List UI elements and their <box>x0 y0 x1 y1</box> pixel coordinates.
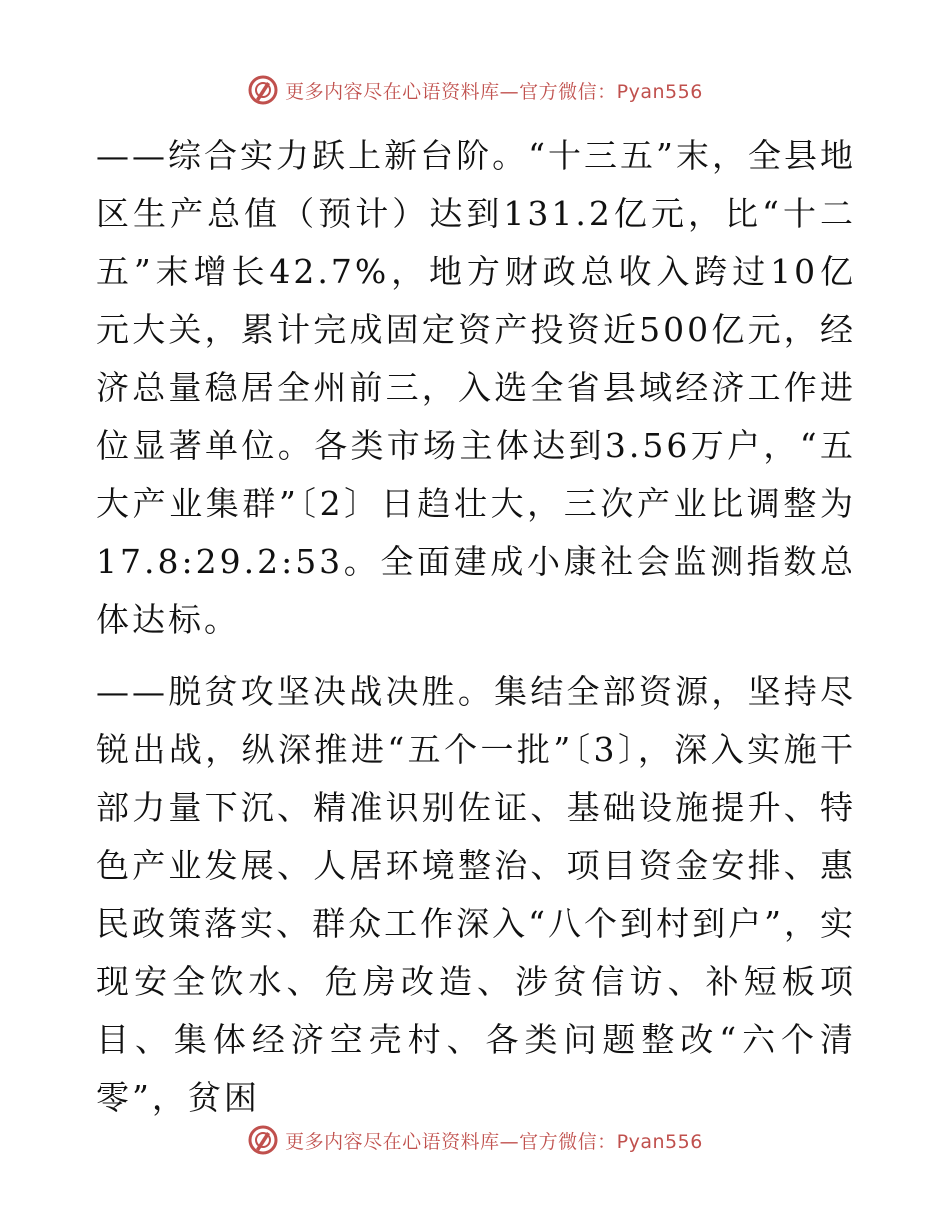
header-banner-text: 更多内容尽在心语资料库—官方微信：Pyan556 <box>285 80 703 103</box>
footer-banner <box>0 1120 950 1160</box>
footer-banner-text: 更多内容尽在心语资料库—官方微信：Pyan556 <box>285 1130 703 1153</box>
paragraph-economic-strength: ——综合实力跃上新台阶。“十三五”末，全县地区生产总值（预计）达到131.2亿元，比“十二五”末增长42.7%，地方财政总收入跨过10亿元大关，累计完成固定资产投资近500亿元，经济总量稳居全州前三，入选全省县域经济工作进位显著单位。各类市场主体达到3.56万户，“五大产业集群”〔2〕日趋壮大，三次产业比调整为17.8:29.2:53。全面建成小康社会监测指数总体达标。 <box>96 136 856 639</box>
paragraph-poverty-alleviation: ——脱贫攻坚决战决胜。集结全部资源，坚持尽锐出战，纵深推进“五个一批”〔3〕，深入实施干部力量下沉、精准识别佐证、基础设施提升、特色产业发展、人居环境整治、项目资金安排、惠民政策落实、群众工作深入“八个到村到户”，实现安全饮水、危房改造、涉贫信访、补短板项目、集体经济空壳村、各类问题整改“六个清零”，贫困 <box>96 672 856 1117</box>
footer-banner-inner <box>247 1124 703 1156</box>
logo-icon <box>247 74 279 106</box>
document-body <box>96 127 856 1127</box>
header-banner <box>0 70 950 110</box>
header-banner-inner <box>247 74 703 106</box>
logo-icon <box>247 1124 279 1156</box>
